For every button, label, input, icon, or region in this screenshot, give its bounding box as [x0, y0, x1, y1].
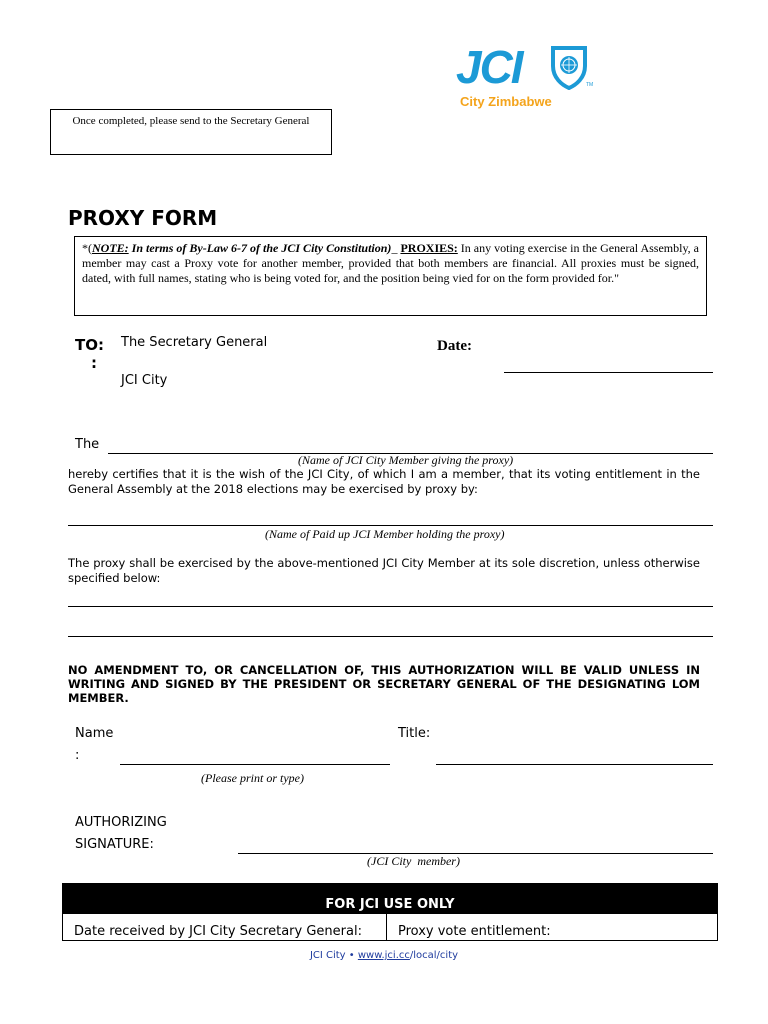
entitlement-cell: Proxy vote entitlement: [398, 924, 551, 939]
print-caption: (Please print or type) [201, 771, 304, 785]
date-label: Date: [437, 338, 472, 354]
note-body: In any voting exercise in the General Assembly, a member may cast a Proxy vote for another member, provided that both members are financial. All proxies must be signed, dated, with full names, stating who is being voted for, and the position being vied for on the form provided for." [82, 241, 700, 285]
the-label: The [75, 437, 100, 452]
footer [0, 950, 768, 961]
date-received-cell: Date received by JCI City Secretary General: [63, 914, 387, 940]
logo-jci-text: JCI [456, 41, 522, 93]
holder-name-line[interactable] [68, 525, 713, 526]
note-lead: *( [82, 241, 92, 255]
signature-label: SIGNATURE: [75, 837, 154, 852]
date-field-line[interactable] [504, 372, 713, 373]
signature-caption: (JCI City member) [367, 854, 460, 868]
to-organisation: JCI City [121, 373, 168, 388]
signature-field-line[interactable] [238, 853, 713, 854]
to-colon: : [91, 354, 97, 372]
office-use-header: FOR JCI USE ONLY [63, 884, 717, 914]
proxies-label: PROXIES: [400, 241, 458, 255]
giver-caption: (Name of JCI City Member giving the proxy) [298, 453, 514, 467]
discretion-text: The proxy shall be exercised by the above-mentioned JCI City Member at its sole discretion, unless otherwise specified below: [68, 556, 700, 585]
name-label: Name [75, 726, 114, 741]
instruction-line-2[interactable] [68, 636, 713, 637]
certifies-text: hereby certifies that it is the wish of the JCI City, of which I am a member, that its voting entitlement in the General Assembly at the 2018 elections may be exercised by proxy by: [68, 467, 700, 496]
to-label: TO: [75, 336, 104, 354]
office-use-table [62, 883, 718, 941]
title-label: Title: [398, 726, 431, 741]
instruction-line-1[interactable] [68, 606, 713, 607]
footer-suffix: /local/city [409, 950, 459, 961]
logo-subtitle: City Zimbabwe [460, 94, 552, 109]
form-title: PROXY FORM [68, 206, 218, 230]
note-label: NOTE: [92, 241, 129, 255]
note-bylaw: In terms of By-Law 6-7 of the JCI City Constitution) [128, 241, 392, 255]
holder-caption: (Name of Paid up JCI Member holding the proxy) [265, 527, 505, 541]
to-recipient: The Secretary General [121, 335, 268, 350]
name-colon: : [75, 748, 80, 763]
footer-prefix: JCI City • [309, 950, 358, 961]
note-box [74, 236, 707, 316]
note-gap: _ [391, 241, 401, 255]
send-instruction-box [50, 109, 332, 155]
authorizing-label: AUTHORIZING [75, 815, 167, 830]
jci-shield-icon [550, 44, 588, 90]
authorization-warning: NO AMENDMENT TO, OR CANCELLATION OF, THIS AUTHORIZATION WILL BE VALID UNLESS IN WRITING AND SIGNED BY THE PRESIDENT OR SECRETARY GENERAL OF THE DESIGNATING LOM MEMBER. [68, 663, 700, 705]
title-field-line[interactable] [436, 764, 713, 765]
send-instruction-text: Once completed, please send to the Secretary General [72, 115, 310, 127]
trademark-mark: TM [586, 82, 594, 88]
name-field-line[interactable] [120, 764, 390, 765]
footer-link[interactable]: www.jci.cc [357, 950, 410, 961]
